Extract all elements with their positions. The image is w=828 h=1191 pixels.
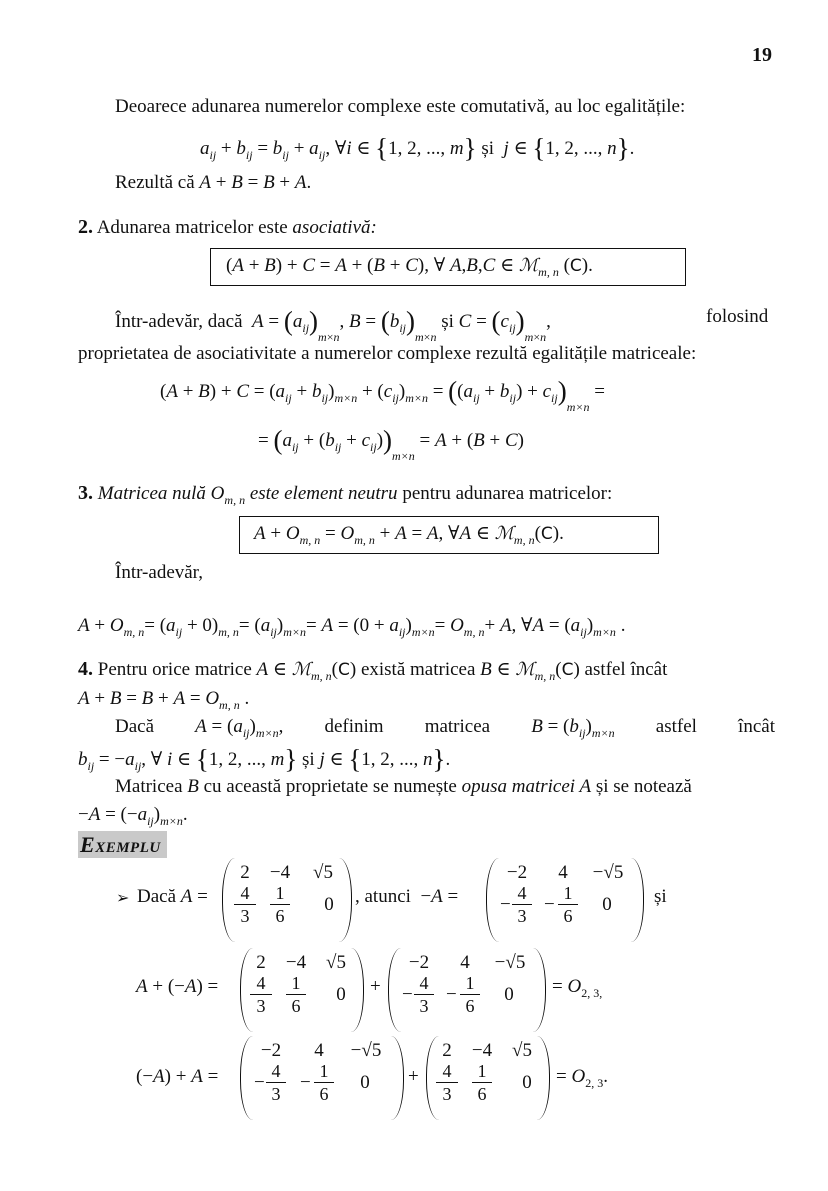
plus-sign: + <box>408 1066 419 1087</box>
example-atunci: , atunci −A = <box>355 886 459 907</box>
property-2-heading: 2. Adunarea matricelor este asociativă: <box>78 216 377 238</box>
neutral-element-formula: $A + O_{m, n} = O_{m, n} + A = A$, ∀A ∈ ℳ$_{m, n}$(C). <box>254 523 564 547</box>
plus-sign: + <box>370 976 381 997</box>
proof-2-line2: proprietatea de asociativitate a numerelor complexe rezultă egalitățile matriceale: <box>78 343 697 364</box>
example-heading: EXEMPLU <box>78 831 167 858</box>
matrix-neg-A: −2 4 −√5 − 4 3 − 1 6 0 <box>486 858 644 942</box>
property-4-line5: Matricea B cu această proprietate se numește opusa matricei A și se notează <box>115 776 692 797</box>
sum1-matrix-neg-A: −2 4 −√5 − 4 3 − 1 6 0 <box>388 948 546 1032</box>
intro-line: Deoarece adunarea numerelor complexe este comutativă, au loc egalitățile: <box>115 96 686 117</box>
proof-2-folosind: folosind <box>706 306 769 327</box>
sum2-matrix-neg-A: −2 4 −√5 − 4 3 − 1 6 0 <box>240 1036 404 1120</box>
commutativity-formula: $a_{ij} + b_{ij} = b_{ij} + a_{ij}$, ∀i ∈ {1, 2, ..., m} și j ∈ {1, 2, ..., n}. <box>200 133 635 163</box>
conclusion: Rezultă că A + B = B + A. <box>115 172 312 193</box>
sum2-result: = $O_{2, 3}$. <box>556 1066 608 1090</box>
example-daca: Dacă A = <box>137 886 208 907</box>
sum1-result: = $O_{2, 3,}$ <box>552 976 603 1000</box>
proof-2-line1: Într-adevăr, dacă $A = (a_{ij})_{m\times n}$, $B = (b_{ij})_{m\times n}$ și $C = (c_{ij})_{m\times n}$, <box>115 306 551 344</box>
bullet-icon: ➢ <box>116 890 130 907</box>
property-4-line1: 4. Pentru orice matrice A ∈ ℳ$_{m, n}$(C) există matricea B ∈ ℳ$_{m, n}$(C) astfel încât <box>78 658 668 683</box>
sum1-matrix-A: 2 −4 √5 4 3 1 6 0 <box>240 948 364 1032</box>
example-si: și <box>654 886 667 907</box>
property-4-line4: $b_{ij} = -a_{ij}$, ∀ i ∈ {1, 2, ..., m} și j ∈ {1, 2, ..., n}. <box>78 744 451 774</box>
proof-2-eq2: = $(a_{ij} + (b_{ij} + c_{ij}))_{m\times n} = A + (B + C)$ <box>258 425 524 463</box>
sum2-matrix-A: 2 −4 √5 4 3 1 6 0 <box>426 1036 550 1120</box>
property-3-heading: 3. Matricea nulă $O_{m, n}$ este element neutru pentru adunarea matricelor: <box>78 482 613 507</box>
sum2-label: (−A) + A = <box>136 1066 219 1087</box>
matrix-A: 2 −4 √5 4 3 1 6 0 <box>222 858 352 942</box>
property-4-line2: $A + B = B + A = O_{m, n}$ . <box>78 688 250 712</box>
associativity-formula: (A + B) + C = A + (B + C), ∀ A,B,C ∈ ℳ$_{m, n}$ (C). <box>226 255 593 279</box>
property-4-line6: $-A = (-a_{ij})_{m\times n}$. <box>78 804 188 828</box>
proof-3-formula: $A + O_{m, n}= (a_{ij} + 0)_{m, n}= (a_{ij})_{m\times n}= A = (0 + a_{ij})_{m\times n}= O_{m, n}+ A$, ∀A = $(a_{ij})_{m\times n}$ . <box>78 615 626 639</box>
proof-3-intro: Într-adevăr, <box>115 562 203 583</box>
sum1-label: A + (−A) = <box>136 976 219 997</box>
property-4-line3: Dacă $A = (a_{ij})_{m\times n}$, definim matricea $B = (b_{ij})_{m\times n}$ astfel încât <box>115 716 775 740</box>
page-number: 19 <box>752 44 772 66</box>
proof-2-eq1: $(A + B) + C = (a_{ij} + b_{ij})_{m\times n} + (c_{ij})_{m\times n} = ((a_{ij} + b_{ij}) + c_{ij})_{m\times n}$ = <box>160 376 605 414</box>
